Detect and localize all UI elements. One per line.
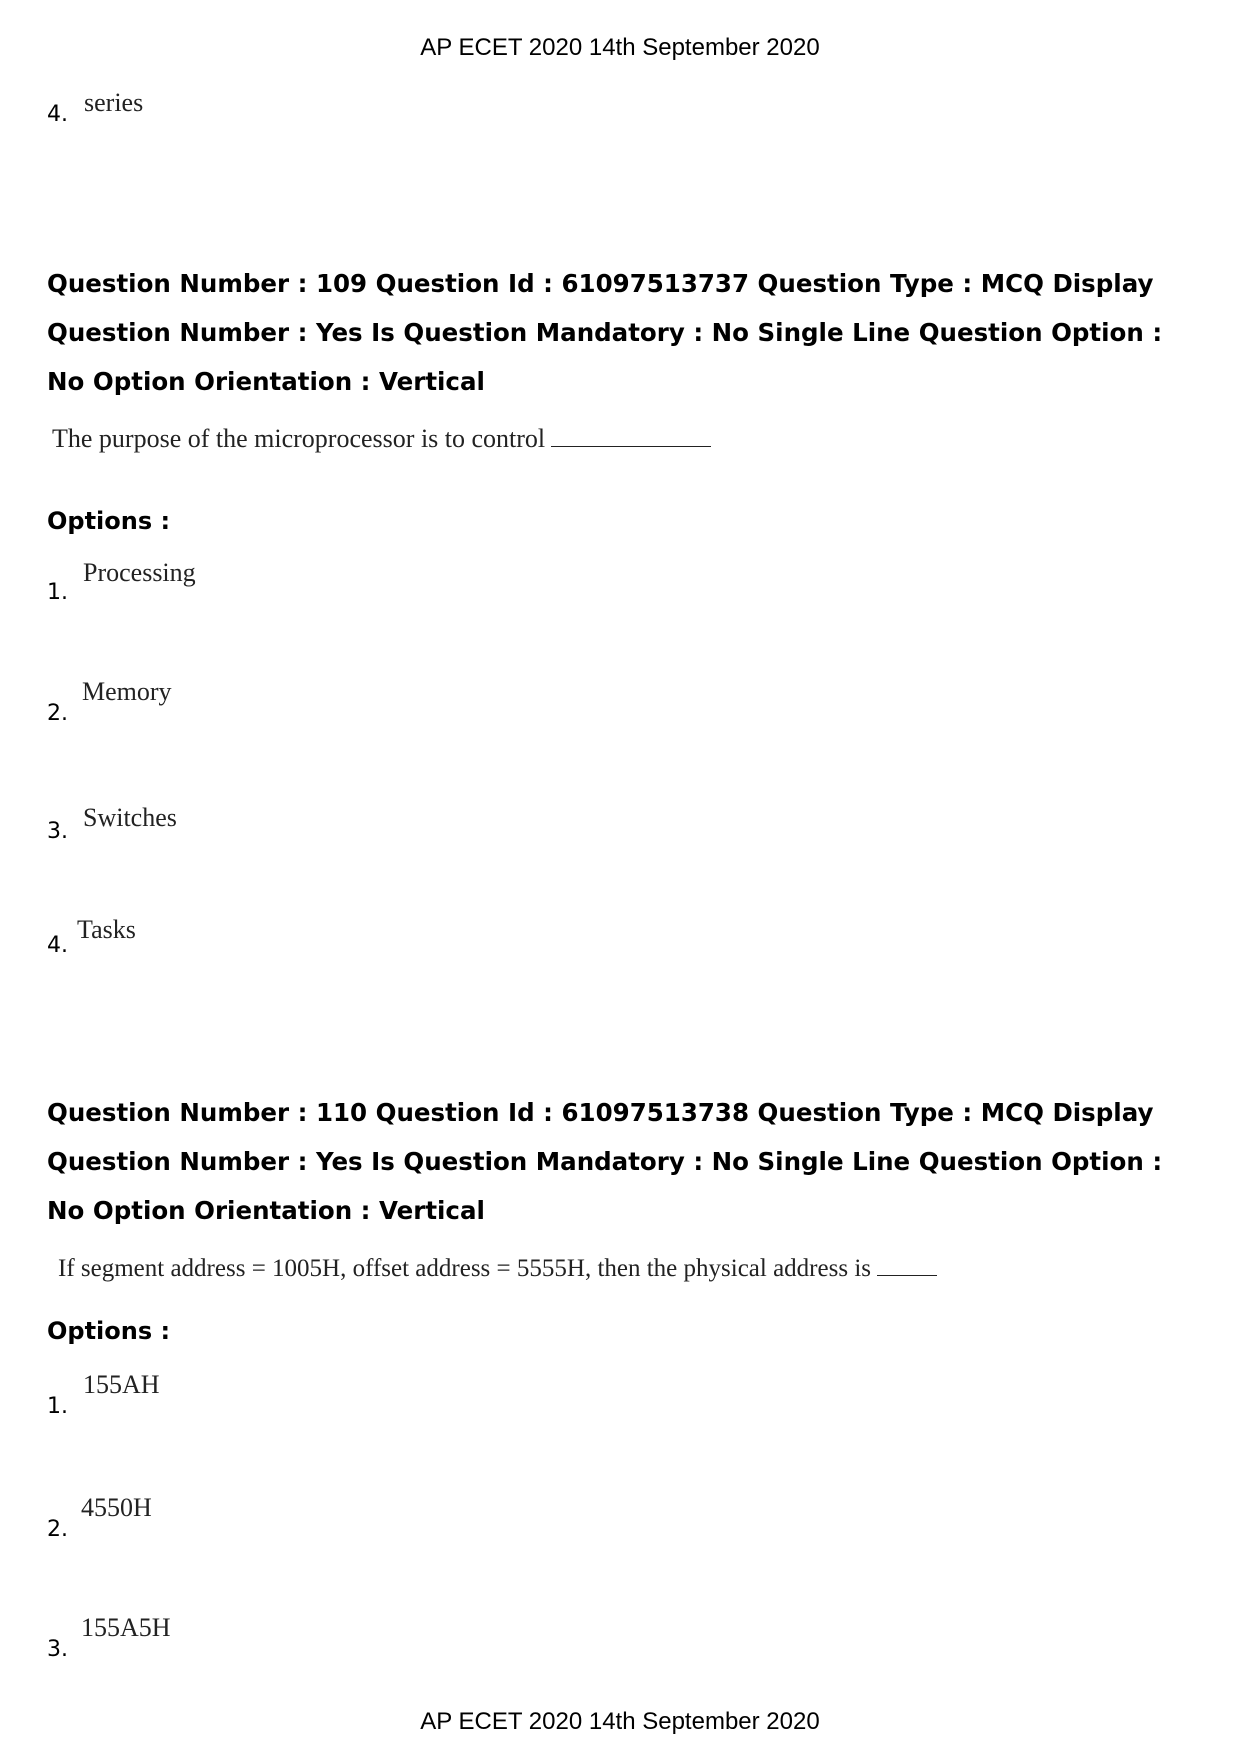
option-text: Processing <box>83 558 196 587</box>
option-text: 4550H <box>81 1493 152 1522</box>
page-header: AP ECET 2020 14th September 2020 <box>420 34 820 61</box>
question-109-meta: Question Number : 109 Question Id : 61097513737 Question Type : MCQ Display Question Number : Yes Is Question Mandatory : No Single Line Question Option : No Option Orientation : Vertical <box>47 269 1163 396</box>
question-109-options-label: Options : <box>47 507 171 535</box>
question-110-meta: Question Number : 110 Question Id : 61097513738 Question Type : MCQ Display Question Number : Yes Is Question Mandatory : No Single Line Question Option : No Option Orientation : Vertical <box>47 1098 1163 1225</box>
question-text: The purpose of the microprocessor is to control <box>52 424 546 453</box>
question-text: If segment address = 1005H, offset address = 5555H, then the physical address is <box>58 1255 871 1282</box>
option-number: 2. <box>47 701 68 726</box>
option-text: series <box>84 88 144 117</box>
option-text: Switches <box>83 803 177 832</box>
question-109-text <box>52 424 711 454</box>
option-text: 155A5H <box>81 1613 171 1642</box>
answer-blank <box>551 424 711 447</box>
option-number: 3. <box>47 819 68 844</box>
option-number: 4. <box>47 933 68 958</box>
option-text: Memory <box>82 677 172 706</box>
option-text: Tasks <box>77 915 136 944</box>
page-footer: AP ECET 2020 14th September 2020 <box>420 1708 820 1735</box>
question-110-options-label: Options : <box>47 1317 171 1345</box>
option-number: 3. <box>47 1637 68 1662</box>
answer-blank <box>877 1253 937 1276</box>
option-number: 2. <box>47 1517 68 1542</box>
option-number: 1. <box>47 580 68 605</box>
option-number: 4. <box>47 102 68 127</box>
question-110-text <box>58 1253 937 1284</box>
option-number: 1. <box>47 1394 68 1419</box>
option-text: 155AH <box>83 1370 160 1399</box>
